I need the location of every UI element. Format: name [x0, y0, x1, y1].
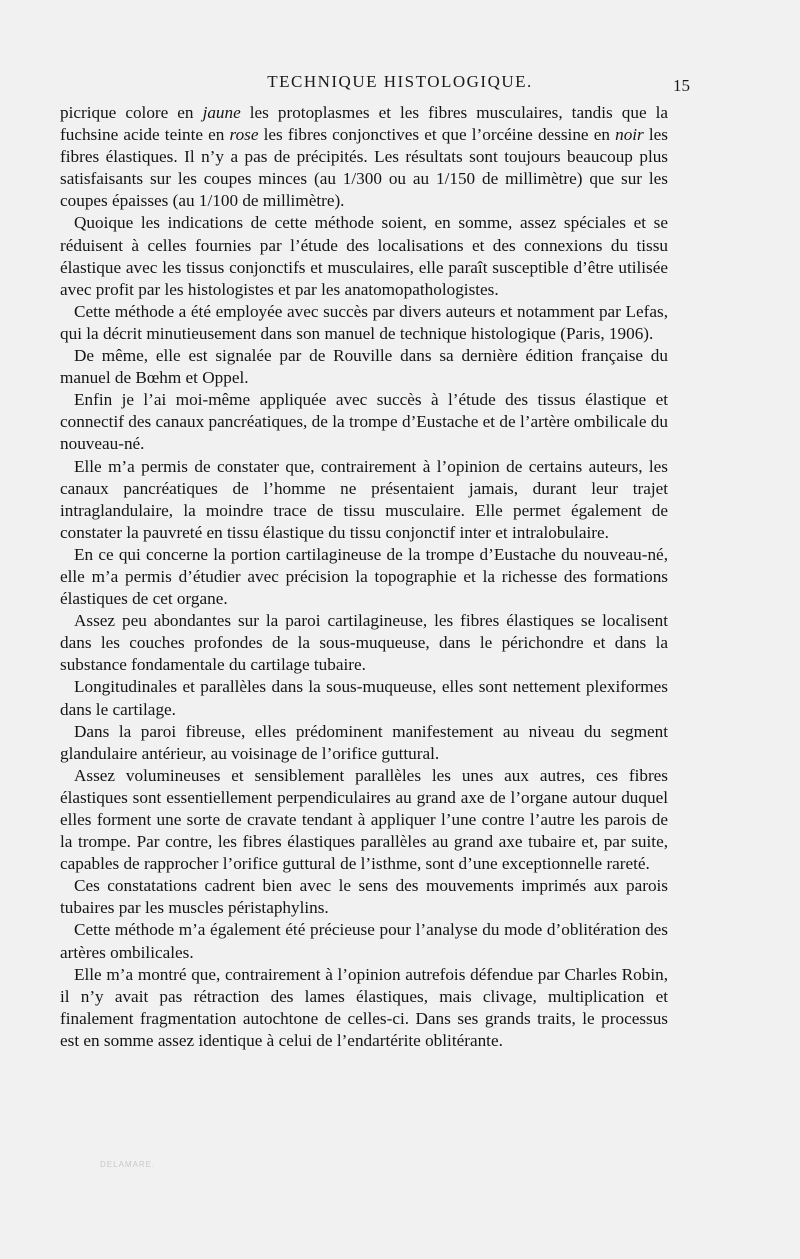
page-number: 15 [673, 76, 690, 95]
running-header: TECHNIQUE HISTOLOGIQUE. [267, 72, 533, 91]
body-text [60, 102, 668, 1052]
text-run: Cette méthode a été employée avec succès par divers auteurs et notamment par Lefas, qui la décrit minutieusement dans son manuel de technique histologique (Paris, 1906). [60, 301, 668, 343]
paragraph [60, 964, 668, 1052]
paragraph [60, 345, 668, 389]
text-run: Assez peu abondantes sur la paroi cartilagineuse, les fibres élastiques se localisent dans les couches profondes de la sous-muqueuse, dans le périchondre et dans la substance fondamentale du cartilage tubaire. [60, 611, 668, 675]
text-run: les protoplasmes et les fibres musculaires, tandis que la fuchsine acide teinte en [60, 103, 669, 145]
italic-text: rose [229, 125, 259, 145]
text-run: Elle m’a montré que, contrairement à l’opinion autrefois défendue par Charles Robin, il n’y avait pas rétraction des lames élastiques, mais clivage, multiplication et finalement fragmentation autochtone de celles-ci. Dans ses grands traits, le processus est en somme assez identique à celui de l’endartérite oblitérante. [60, 964, 668, 1050]
text-run: les fibres élastiques. Il n’y a pas de précipités. Les résultats sont toujours beaucoup plus satisfaisants sur les coupes minces (au 1/300 ou au 1/150 de millimètre) que sur les coupes épaisses (au 1/100 de millimètre). [60, 125, 668, 211]
text-run: picrique colore en [60, 103, 203, 122]
text-run: les fibres conjonctives et que l’orcéine dessine en [258, 125, 616, 145]
paragraph [60, 610, 668, 676]
text-run: Elle m’a permis de constater que, contrairement à l’opinion de certains auteurs, les canaux pancréatiques de l’homme ne présentaient jamais, durant leur trajet intraglandulaire, la moindre trace de tissu musculaire. Elle permet également de constater la pauvreté en tissu élastique du tissu conjonctif inter et intralobulaire. [60, 456, 668, 542]
text-run: Cette méthode m’a également été précieuse pour l’analyse du mode d’oblitération des artères ombilicales. [60, 920, 668, 962]
text-run: Assez volumineuses et sensiblement parallèles les unes aux autres, ces fibres élastiques sont essentiellement perpendiculaires au grand axe de l’organe autour duquel elles forment une sorte de cravate tendant à appliquer l’une contre l’autre les parois de la trompe. Par contre, les fibres élastiques parallèles au grand axe tubaire et, par suite, capables de rapprocher l’orifice guttural de l’isthme, sont d’une exceptionnelle rareté. [60, 765, 668, 874]
text-run: En ce qui concerne la portion cartilagineuse de la trompe d’Eustache du nouveau-né, elle m’a permis d’étudier avec précision la topographie et la richesse des formations élastiques de cet organe. [60, 544, 668, 609]
text-run: Longitudinales et parallèles dans la sous-muqueuse, elles sont nettement plexiformes dans le cartilage. [60, 677, 668, 719]
paragraph [60, 919, 668, 963]
text-run: Dans la paroi fibreuse, elles prédominent manifestement au niveau du segment glandulaire antérieur, au voisinage de l’orifice guttural. [60, 721, 668, 763]
paragraph [60, 765, 668, 875]
text-run: Enfin je l’ai moi-même appliquée avec succès à l’étude des tissus élastique et connectif des canaux pancréatiques, de la trompe d’Eustache et de l’artère ombilicale du nouveau-né. [60, 390, 668, 454]
paragraph [60, 721, 668, 765]
paragraph [60, 544, 668, 610]
paragraph [60, 389, 668, 455]
italic-text: jaune [202, 103, 241, 122]
text-run: Quoique les indications de cette méthode soient, en somme, assez spéciales et se réduisent à celles fournies par l’étude des localisations et des connexions du tissu élastique avec les tissus conjonctifs et musculaires, elle paraît susceptible d’être utilisée avec profit par les histologistes et par les anatomopathologistes. [60, 213, 668, 299]
paragraph [60, 102, 668, 212]
paragraph [60, 875, 668, 919]
text-run: De même, elle est signalée par de Rouville dans sa dernière édition française du manuel de Bœhm et Oppel. [60, 346, 668, 388]
italic-text: noir [615, 125, 644, 145]
paragraph [60, 212, 668, 300]
paragraph [60, 456, 668, 544]
footer-signature: DELAMARE. [100, 1160, 156, 1169]
paragraph [60, 676, 668, 720]
text-run: Ces constatations cadrent bien avec le sens des mouvements imprimés aux parois tubaires par les muscles péristaphylins. [60, 876, 668, 918]
paragraph [60, 301, 668, 345]
